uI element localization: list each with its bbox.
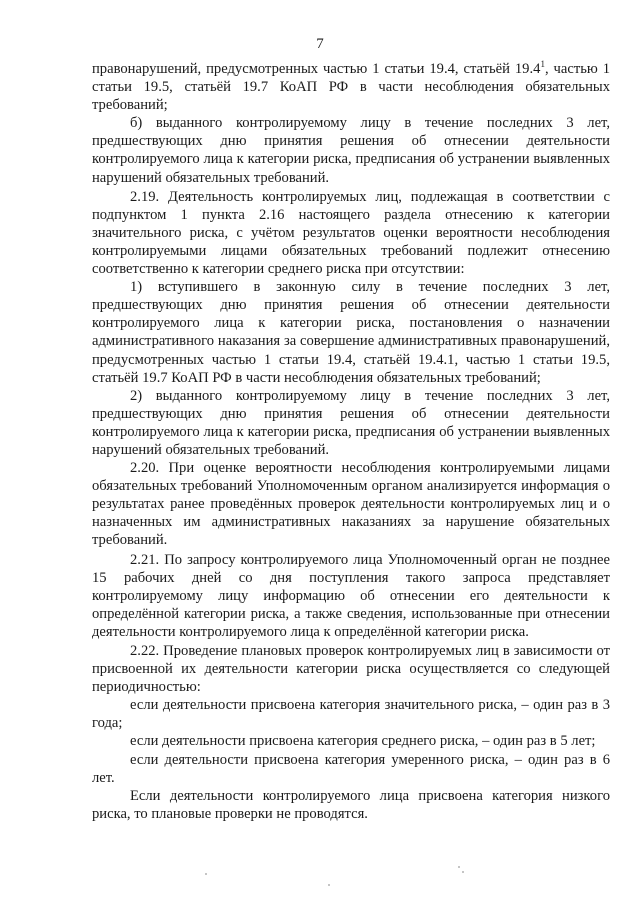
periodicity-item-significant: если деятельности присвоена категория значительного риска, – один раз в 3 года; <box>92 697 610 732</box>
scan-speck <box>458 866 460 868</box>
paragraph-subitem-b: б) выданного контролируемому лицу в течение последних 3 лет, предшествующих дню принятия решения об отнесении деятельности контролируемого лица к категории риска, предписания об устранении выявленных нарушений обязательных требований. <box>92 115 610 186</box>
paragraph-low-risk: Если деятельности контролируемого лица присвоена категория низкого риска, то плановые проверки не проводятся. <box>92 787 610 822</box>
scan-speck <box>462 871 464 873</box>
paragraph-text-part: правонарушений, предусмотренных частью 1 статьи 19.4, статьёй 19.4 <box>92 61 541 77</box>
periodicity-item-medium: если деятельности присвоена категория среднего риска, – один раз в 5 лет; <box>130 733 596 750</box>
paragraph-2-21: 2.21. По запросу контролируемого лица Уполномоченный орган не позднее 15 рабочих дней со дня поступления такого запроса представляет контролируемому лицу информацию об отнесении его деятельности к определённой категории риска, а также сведения, использованные при отнесении деятельности контролируемого лица к определённой категории риска. <box>92 551 610 640</box>
paragraph-2-19: 2.19. Деятельность контролируемых лиц, подлежащая в соответствии с подпунктом 1 пункта 2.16 настоящего раздела отнесению к категории значительного риска, с учётом результатов оценки вероятности несоблюдения контролируемыми лицами обязательных требований подлежит отнесению соответственно к категории среднего риска при отсутствии: <box>92 188 610 278</box>
paragraph-continuation <box>92 60 610 114</box>
paragraph-subitem-1: 1) вступившего в законную силу в течение последних 3 лет, предшествующих дню принятия решения об отнесении деятельности контролируемого лица к категории риска, постановления о назначении административного наказания за совершение административных правонарушений, предусмотренных частью 1 статьи 19.4, статьёй 19.4.1, частью 1 статьи 19.5, статьёй 19.7 КоАП РФ в части несоблюдения обязательных требований; <box>92 279 610 386</box>
document-body <box>92 60 610 823</box>
periodicity-item-moderate: если деятельности присвоена категория умеренного риска, – один раз в 6 лет. <box>92 751 610 786</box>
paragraph-subitem-2: 2) выданного контролируемому лицу в течение последних 3 лет, предшествующих дню принятия решения об отнесении деятельности контролируемого лица к категории риска, предписания об устранении выявленных нарушений обязательных требований. <box>92 387 610 458</box>
paragraph-text-part: , частью 1 статьи 19.5, статьёй 19.7 КоАП РФ в части несоблюдения обязательных требований; <box>92 61 611 114</box>
page-number: 7 <box>316 36 324 52</box>
paragraph-2-22: 2.22. Проведение плановых проверок контролируемых лиц в зависимости от присвоенной их деятельности категории риска осуществляется со следующей периодичностью: <box>92 643 610 696</box>
scan-speck <box>328 884 330 886</box>
paragraph-2-20: 2.20. При оценке вероятности несоблюдения контролируемыми лицами обязательных требований Уполномоченным органом анализируется информация о результатах ранее проведённых проверок деятельности контролируемых лиц и о назначенных им административных наказаниях за нарушение обязательных требований. <box>92 460 610 549</box>
scan-speck <box>205 873 207 875</box>
superscript: 1 <box>540 59 545 70</box>
